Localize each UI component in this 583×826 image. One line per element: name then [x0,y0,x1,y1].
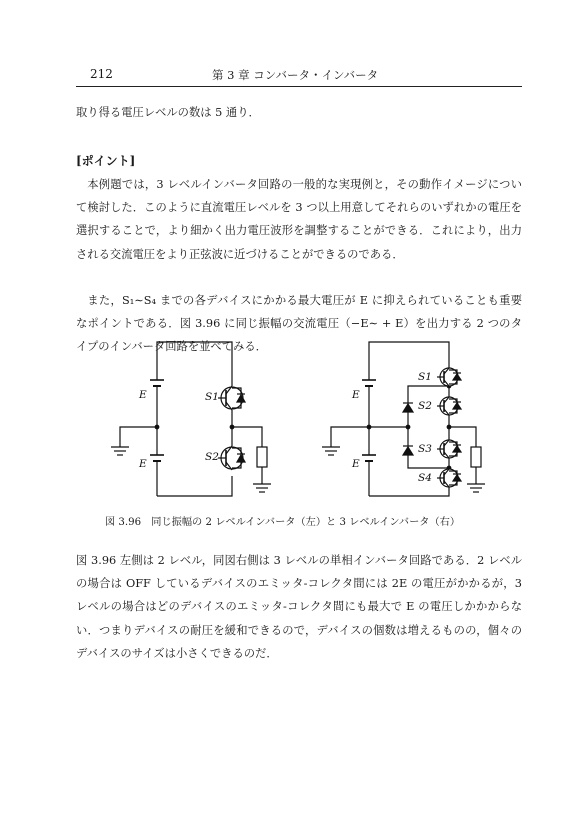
right-switch-s2-label: S2 [418,400,432,412]
three-level-inverter [322,342,485,496]
two-level-inverter [111,342,271,496]
right-switch-s4-label: S4 [418,472,432,484]
figure-caption: 図 3.96 同じ振幅の 2 レベルインバータ（左）と 3 レベルインバータ（右） [105,517,461,528]
left-switch-s2-label: S2 [205,451,219,463]
igbt-s3-symbol [437,440,461,458]
igbt-s1-symbol [437,368,461,386]
igbt-s4-symbol [437,469,461,487]
point-heading: [ポイント] [76,154,136,168]
paragraph-2: また，S₁∼S₄ までの各デバイスにかかる最大電圧が E に抑えられていることも重要なポイントである．図 3.96 に同じ振幅の交流電圧（−E∼ + E）を出力する 2 つのタイプのインバータ回路を並べてみる． [76,294,522,354]
igbt-s2-symbol [437,397,461,415]
left-source-top-label: E [139,389,147,401]
right-switch-s1-label: S1 [418,371,432,383]
running-title: 第 3 章 コンバータ・インバータ [212,68,379,82]
paragraph-3: 図 3.96 左側は 2 レベル，同図右側は 3 レベルの単相インバータ回路である．2 レベルの場合は OFF しているデバイスのエミッタ-コレクタ間には 2E の電圧がかかるが，3 レベルの場合はどのデバイスのエミッタ-コレクタ間にも最大で E の電圧しかかからない．つまりデバイスの耐圧を緩和できるので，デバイスの個数は増えるものの，個々のデバイスのサイズは小さくできるのだ． [76,554,522,660]
right-source-top-label: E [352,389,360,401]
right-source-bottom-label: E [352,458,360,470]
paragraph-1: 本例題では，3 レベルインバータ回路の一般的な実現例と，その動作イメージについて検討した．このように直流電圧レベルを 3 つ以上用意してそれらのいずれかの電圧を選択することで，より細かく出力電圧波形を調整することができる．これにより，出力される交流電圧をより正弦波に近づけることができるのである． [76,178,522,261]
right-switch-s3-label: S3 [418,443,432,455]
intro-line: 取り得る電圧レベルの数は 5 通り． [76,106,260,119]
left-switch-s1-label: S1 [205,391,219,403]
page-number: 212 [90,67,113,81]
left-source-bottom-label: E [139,458,147,470]
